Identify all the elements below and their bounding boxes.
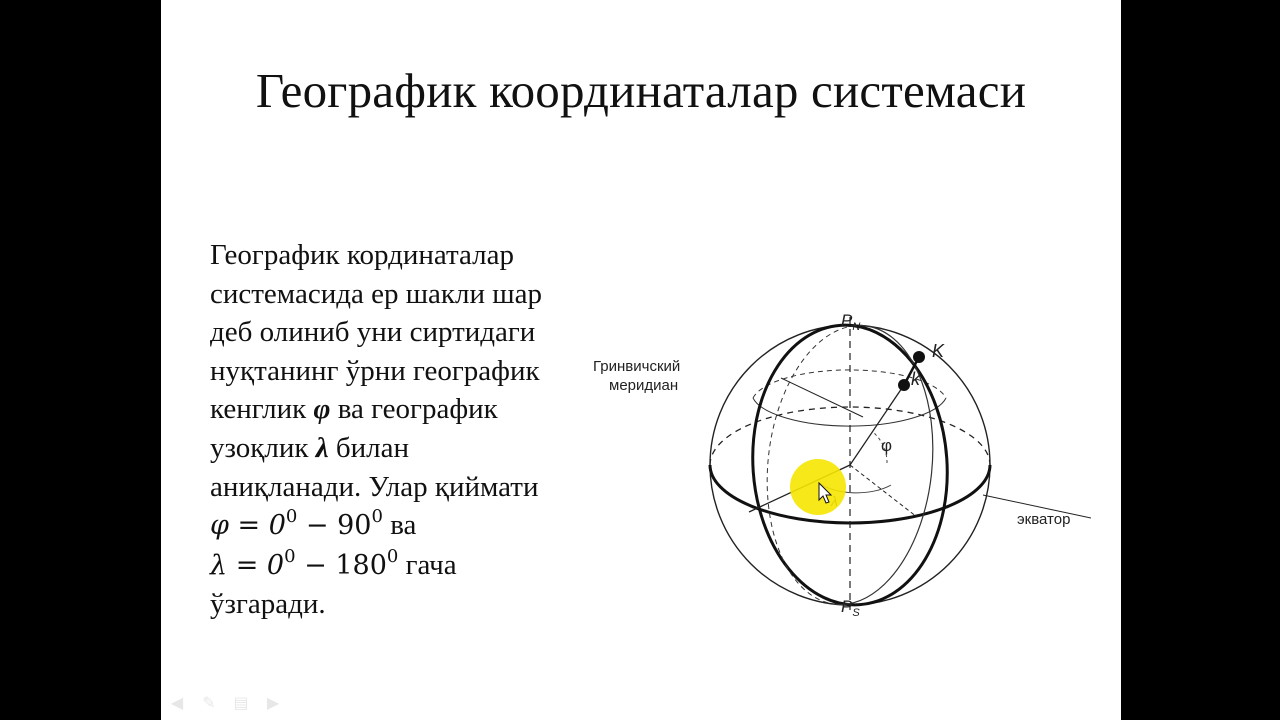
- next-slide-icon[interactable]: ▶: [266, 693, 280, 712]
- formula-fragment: [210, 545, 399, 581]
- formula-exponent: 0: [386, 545, 399, 567]
- formula-fragment: [210, 506, 383, 542]
- point-k-lower: [898, 379, 910, 391]
- slide: [161, 0, 1121, 720]
- formula-latitude: [210, 506, 590, 546]
- slideshow-toolbar: [167, 692, 283, 714]
- formula-fragment: − 180: [295, 549, 387, 581]
- slides-menu-icon[interactable]: ▤: [233, 693, 249, 712]
- body-line: деб олиниб уни сиртидаги: [210, 316, 536, 349]
- label-equator: экватор: [1017, 511, 1071, 528]
- phi-symbol: φ: [313, 393, 331, 426]
- formula-exponent: 0: [284, 545, 296, 567]
- pointer-highlight: [790, 459, 846, 515]
- label-phi: φ: [881, 436, 893, 455]
- body-text-fragment: ва: [390, 509, 417, 542]
- slide-title: Географик координаталар системаси: [255, 63, 1027, 118]
- pen-icon[interactable]: ✎: [202, 693, 216, 712]
- body-line: [210, 429, 590, 468]
- globe-diagram: [591, 305, 1091, 625]
- radius-to-meridian-foot: [850, 465, 917, 517]
- body-text-fragment: гача: [405, 548, 457, 581]
- body-line: ўзгаради.: [210, 588, 326, 621]
- label-point-K: K: [932, 341, 945, 361]
- label-north-pole: $P_N$: [841, 311, 861, 333]
- point-k-upper: [913, 351, 925, 363]
- body-line: нуқтанинг ўрни географик: [210, 354, 540, 387]
- label-south-pole: $P_S$: [841, 597, 860, 619]
- body-text-fragment: ва географик: [337, 393, 498, 426]
- label-point-k: k: [911, 369, 920, 389]
- formula-fragment: − 90: [297, 510, 372, 542]
- formula-exponent: 0: [285, 506, 298, 528]
- slide-body-text: [210, 236, 590, 624]
- body-line: Географик кординаталар: [210, 239, 514, 271]
- formula-longitude: [210, 546, 590, 586]
- label-greenwich: Гринвичский меридиан: [593, 358, 681, 394]
- previous-slide-icon[interactable]: ◀: [170, 693, 184, 712]
- greenwich-leader: [781, 378, 863, 417]
- body-line: аниқланади. Улар қиймати: [210, 470, 539, 503]
- body-text-fragment: билан: [335, 431, 409, 464]
- body-text-fragment: узоқлик: [210, 431, 309, 464]
- formula-fragment: λ = 0: [210, 549, 285, 581]
- body-line: [210, 390, 590, 429]
- lambda-symbol: λ: [315, 431, 329, 464]
- body-text-fragment: кенглик: [210, 393, 307, 426]
- meridian-k: [835, 326, 946, 613]
- formula-fragment: φ = 0: [210, 510, 286, 542]
- body-line: системасида ер шакли шар: [210, 277, 542, 310]
- radius-to-k: [850, 385, 904, 465]
- formula-exponent: 0: [371, 506, 383, 528]
